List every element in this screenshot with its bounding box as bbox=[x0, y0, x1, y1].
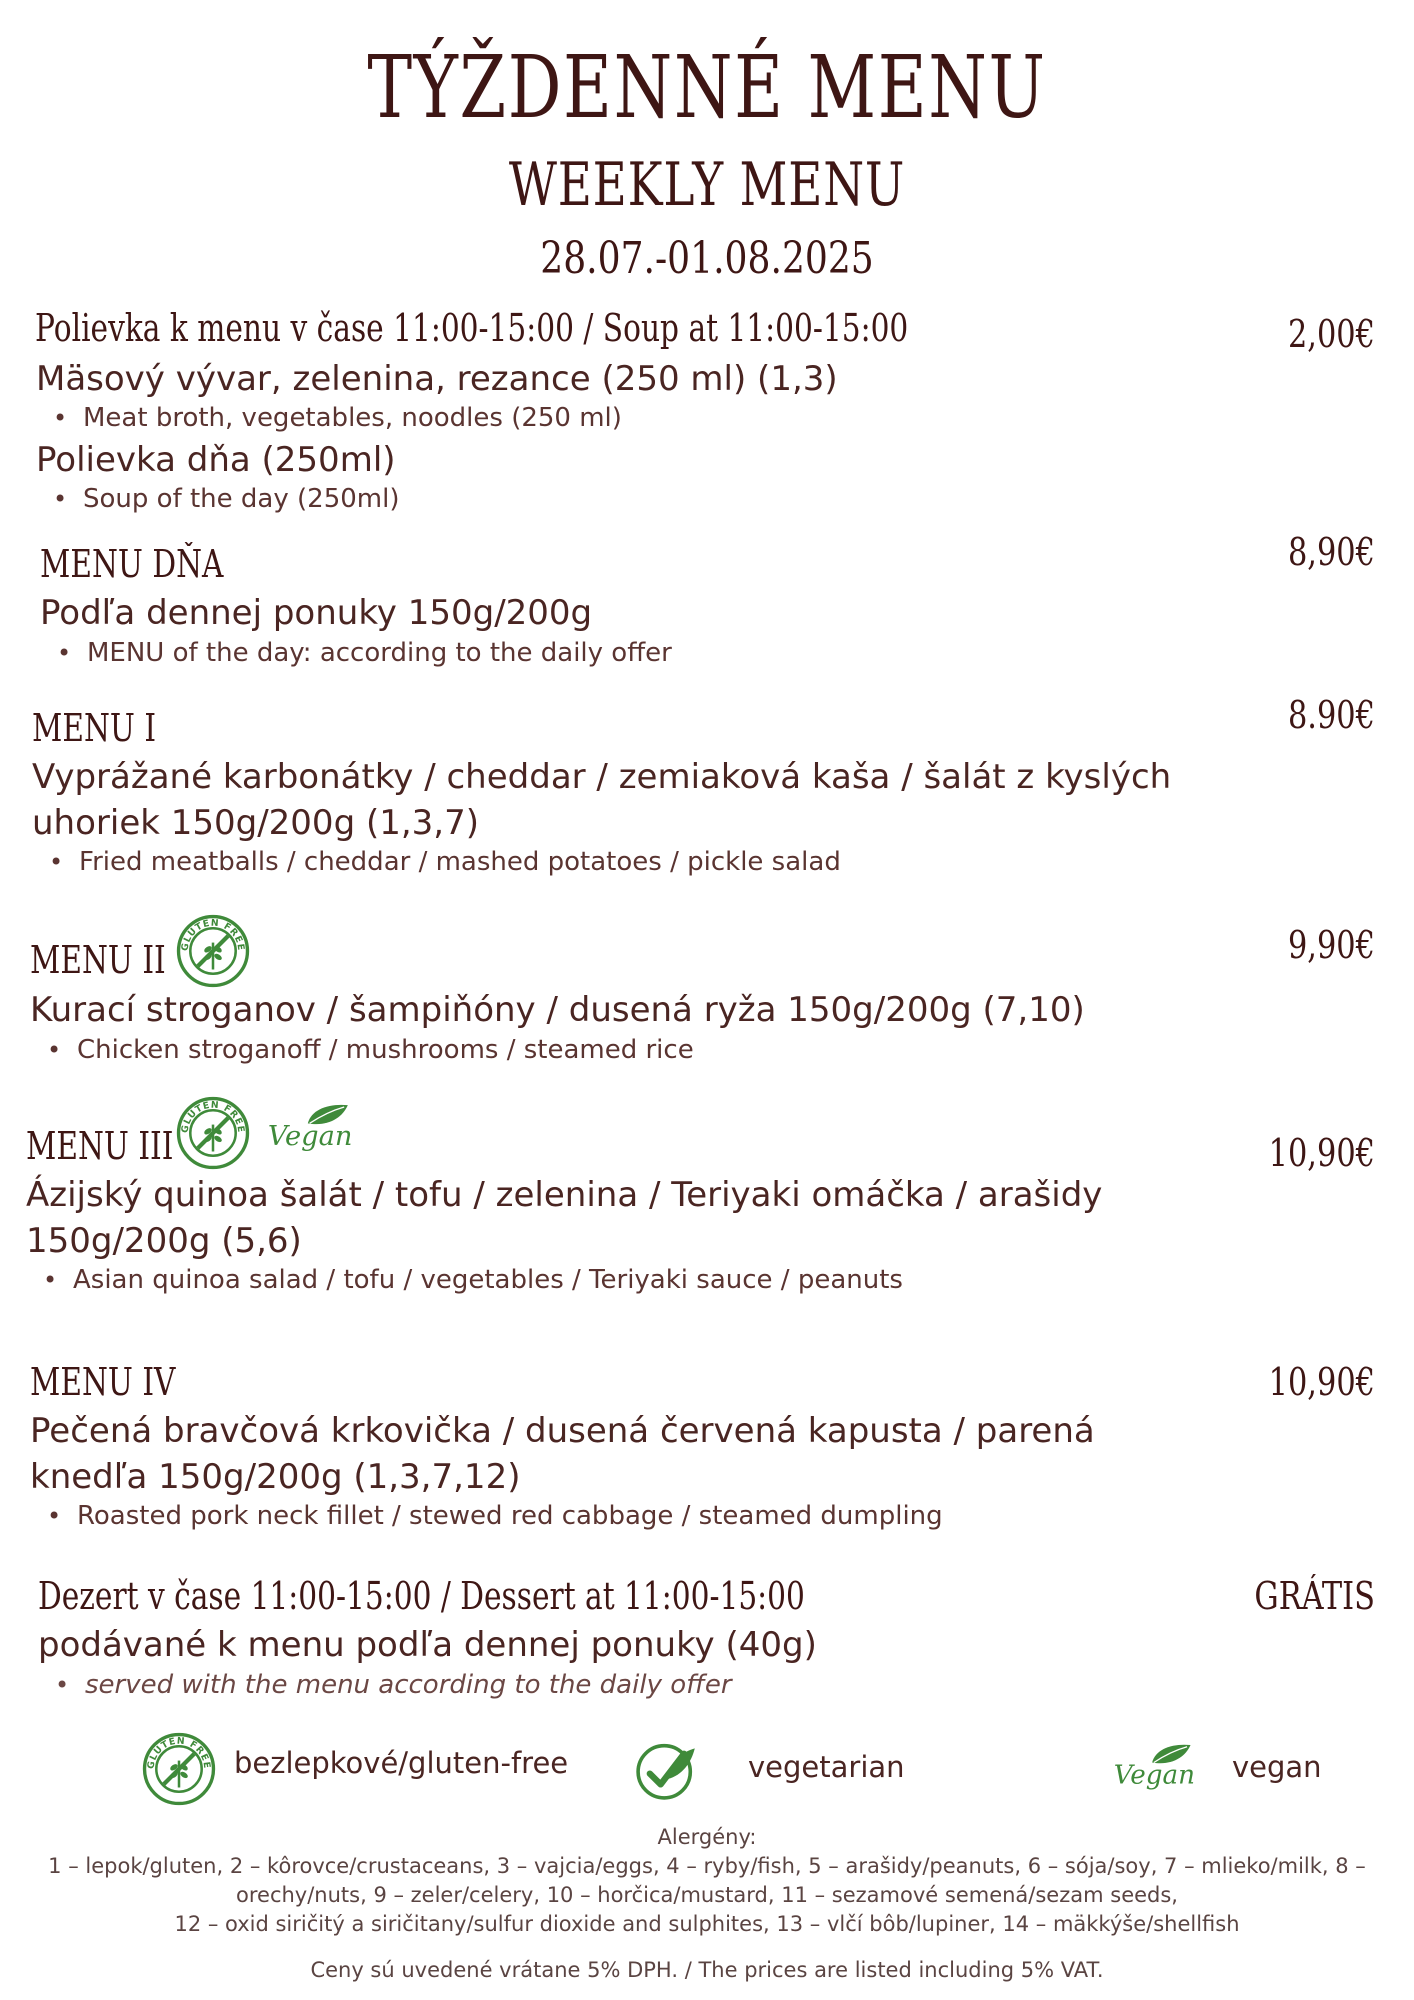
soup-item-1-en: • Meat broth, vegetables, noodles (250 ml) bbox=[53, 403, 622, 433]
menu-1-en: • Fried meatballs / cheddar / mashed potatoes / pickle salad bbox=[49, 847, 841, 877]
menu-4-en: • Roasted pork neck fillet / stewed red cabbage / steamed dumpling bbox=[47, 1501, 943, 1531]
vat-note: Ceny sú uvedené vrátane 5% DPH. / The prices are listed including 5% VAT. bbox=[310, 1958, 1104, 1982]
menu-day-price: 8,90€ bbox=[1287, 530, 1375, 574]
vegan-legend-icon bbox=[1112, 1738, 1208, 1794]
date-range: 28.07.-01.08.2025 bbox=[540, 233, 874, 284]
gluten-free-icon bbox=[176, 1096, 250, 1170]
menu-3-heading: MENU III bbox=[26, 1124, 174, 1168]
page-title: TÝŽDENNÉ MENU bbox=[367, 38, 1047, 138]
soup-item-2-sk: Polievka dňa (250ml) bbox=[36, 440, 396, 480]
allergens-title: Alergény: bbox=[657, 1825, 757, 1849]
menu-day-en: • MENU of the day: according to the daily offer bbox=[57, 638, 672, 668]
menu-4-price: 10,90€ bbox=[1268, 1360, 1375, 1404]
menu-4-heading: MENU IV bbox=[30, 1360, 176, 1404]
allergens-line-3: 12 – oxid siričitý a siričitany/sulfur dioxide and sulphites, 13 – vlčí bôb/lupiner, 14 – mäkkýše/shellfish bbox=[174, 1912, 1240, 1936]
vegetarian-legend-icon bbox=[630, 1734, 702, 1806]
menu-2-en: • Chicken stroganoff / mushrooms / steamed rice bbox=[47, 1035, 694, 1065]
soup-heading: Polievka k menu v čase 11:00-15:00 / Soup at 11:00-15:00 bbox=[35, 306, 909, 350]
page-subtitle: WEEKLY MENU bbox=[508, 150, 906, 220]
menu-3-price: 10,90€ bbox=[1268, 1131, 1375, 1175]
vegan-icon bbox=[266, 1098, 366, 1156]
dessert-en: • served with the menu according to the daily offer bbox=[55, 1670, 732, 1700]
legend-gluten-free: bezlepkové/gluten-free bbox=[234, 1746, 569, 1780]
menu-3-sk: Ázijský quinoa šalát / tofu / zelenina / Teriyaki omáčka / arašidy 150g/200g (5,6) bbox=[26, 1175, 1103, 1261]
legend-vegan: vegan bbox=[1232, 1750, 1322, 1784]
menu-2-sk: Kurací stroganov / šampiňóny / dusená ryža 150g/200g (7,10) bbox=[30, 990, 1085, 1030]
menu-2-heading: MENU II bbox=[30, 938, 166, 982]
menu-day-sk: Podľa dennej ponuky 150g/200g bbox=[40, 593, 593, 633]
menu-1-heading: MENU I bbox=[32, 706, 157, 750]
dessert-sk: podávané k menu podľa dennej ponuky (40g) bbox=[38, 1625, 817, 1665]
menu-4-sk: Pečená bravčová krkovička / dusená červená kapusta / parená knedľa 150g/200g (1,3,7,12) bbox=[30, 1411, 1095, 1497]
allergens-line-1: 1 – lepok/gluten, 2 – kôrovce/crustaceans, 3 – vajcia/eggs, 4 – ryby/fish, 5 – arašidy/peanuts, 6 – sója/soy, 7 – mlieko/milk, 8 – bbox=[48, 1854, 1366, 1878]
menu-1-sk: Vyprážané karbonátky / cheddar / zemiaková kaša / šalát z kyslých uhoriek 150g/200g (1,3,7) bbox=[32, 757, 1172, 843]
allergens-line-2: orechy/nuts, 9 – zeler/celery, 10 – horčica/mustard, 11 – sezamové semená/sezam seeds, bbox=[236, 1883, 1178, 1907]
menu-3-en: • Asian quinoa salad / tofu / vegetables / Teriyaki sauce / peanuts bbox=[43, 1265, 903, 1295]
menu-2-price: 9,90€ bbox=[1287, 923, 1375, 967]
soup-item-2-en: • Soup of the day (250ml) bbox=[53, 484, 399, 514]
gluten-free-legend-icon bbox=[142, 1732, 216, 1806]
menu-day-heading: MENU DŇA bbox=[40, 542, 224, 586]
dessert-heading: Dezert v čase 11:00-15:00 / Dessert at 11:00-15:00 bbox=[38, 1574, 805, 1618]
dessert-price: GRÁTIS bbox=[1254, 1574, 1375, 1618]
soup-price: 2,00€ bbox=[1287, 312, 1375, 356]
menu-1-price: 8.90€ bbox=[1287, 693, 1375, 737]
soup-item-1-sk: Mäsový vývar, zelenina, rezance (250 ml) (1,3) bbox=[36, 359, 838, 399]
legend-vegetarian: vegetarian bbox=[748, 1750, 905, 1784]
gluten-free-icon bbox=[176, 914, 250, 988]
